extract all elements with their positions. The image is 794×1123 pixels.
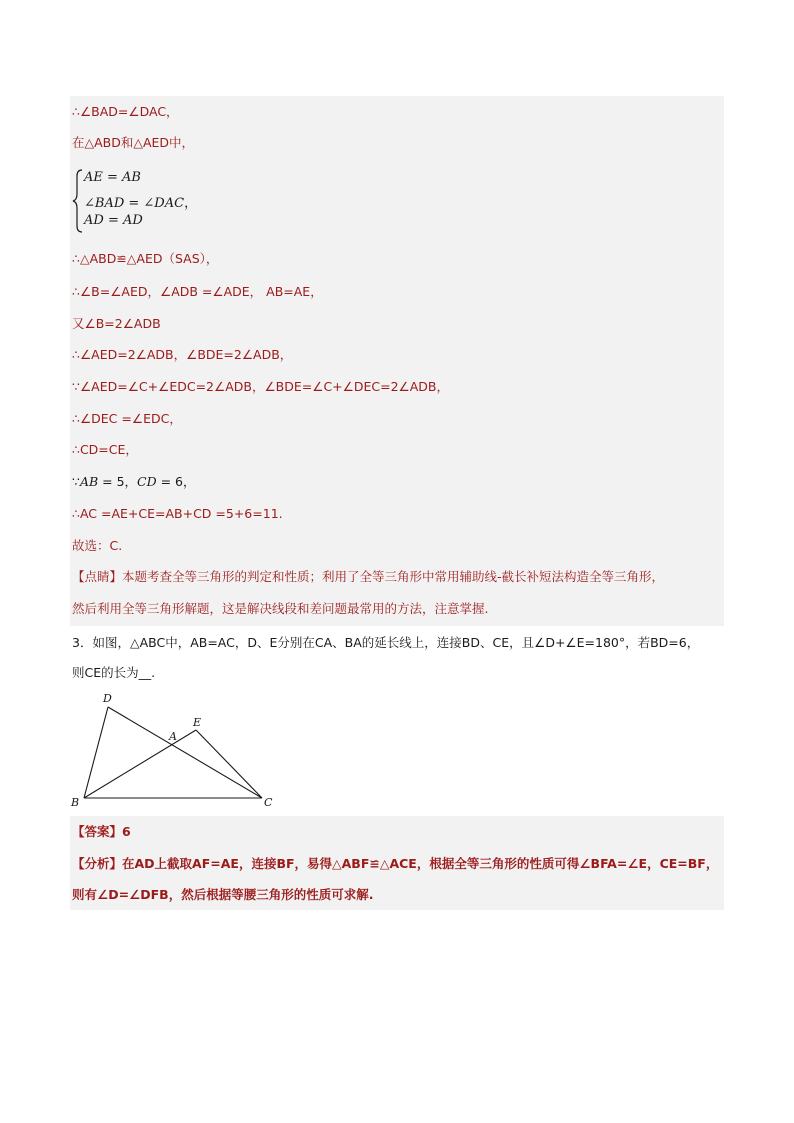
cd-var: CD bbox=[137, 474, 157, 489]
step-given-lengths bbox=[72, 473, 196, 491]
ab-var: AB bbox=[79, 474, 99, 489]
ab-value: = 5， bbox=[98, 474, 138, 489]
label-a: A bbox=[169, 730, 177, 743]
step-triangles-intro: 在△ABD和△AED中， bbox=[72, 135, 195, 150]
analysis-line-2: 则有∠D=∠DFB，然后根据等腰三角形的性质可求解. bbox=[72, 887, 374, 902]
label-b: B bbox=[71, 796, 80, 809]
equation-row-2-tail: ， bbox=[184, 196, 198, 211]
step-aed-bde: ∴∠AED=2∠ADB，∠BDE=2∠ADB， bbox=[72, 347, 293, 362]
analysis-line-1: 【分析】在AD上截取AF=AE，连接BF，易得△ABF≌△ACE，根据全等三角形的性质可得∠BFA=∠E，CE=BF， bbox=[72, 856, 719, 871]
triangle-figure bbox=[66, 690, 286, 815]
equation-system bbox=[72, 168, 202, 234]
label-d: D bbox=[103, 692, 112, 705]
question-line-2: 则CE的长为__. bbox=[72, 665, 156, 680]
step-result: ∴AC =AE+CE=AB+CD =5+6=11. bbox=[72, 506, 283, 521]
step-congruent: ∴△ABD≌△AED（SAS）， bbox=[72, 251, 219, 266]
answer-line: 【答案】6 bbox=[72, 824, 131, 839]
cd-value: = 6， bbox=[156, 474, 196, 489]
segment-dc bbox=[108, 707, 262, 798]
segment-bd bbox=[84, 707, 108, 798]
because-symbol: ∵ bbox=[72, 474, 80, 489]
step-dec-edc: ∴∠DEC =∠EDC， bbox=[72, 411, 182, 426]
label-c: C bbox=[264, 796, 273, 809]
step-bad-dac: ∴∠BAD=∠DAC， bbox=[72, 104, 179, 119]
step-given: 又∠B=2∠ADB bbox=[72, 316, 161, 331]
comment-line-1: 【点睛】本题考查全等三角形的判定和性质；利用了全等三角形中常用辅助线-截长补短法构造全等三角形， bbox=[72, 569, 665, 584]
equation-row-2 bbox=[84, 192, 197, 211]
segment-ec bbox=[196, 730, 262, 798]
choice-answer: 故选：C. bbox=[72, 538, 123, 553]
comment-line-2: 然后利用全等三角形解题，这是解决线段和差问题最常用的方法，注意掌握. bbox=[72, 601, 489, 616]
step-cd-ce: ∴CD=CE， bbox=[72, 442, 138, 457]
label-e: E bbox=[193, 716, 202, 729]
question-line-1: 3．如图，△ABC中，AB=AC，D、E分别在CA、BA的延长线上，连接BD、CE，且∠D+∠E=180°，若BD=6， bbox=[72, 635, 700, 650]
left-brace-icon bbox=[72, 168, 84, 234]
equation-row-1: AE = AB bbox=[84, 170, 141, 185]
equation-row-2-text: ∠BAD = ∠DAC bbox=[84, 196, 185, 211]
segment-be bbox=[84, 730, 196, 798]
figure-lines bbox=[84, 707, 262, 798]
step-because-angles: ∵∠AED=∠C+∠EDC=2∠ADB，∠BDE=∠C+∠DEC=2∠ADB， bbox=[72, 379, 449, 394]
equation-row-3: AD = AD bbox=[84, 213, 143, 228]
step-angle-equalities: ∴∠B=∠AED，∠ADB =∠ADE， AB=AE， bbox=[72, 284, 323, 299]
